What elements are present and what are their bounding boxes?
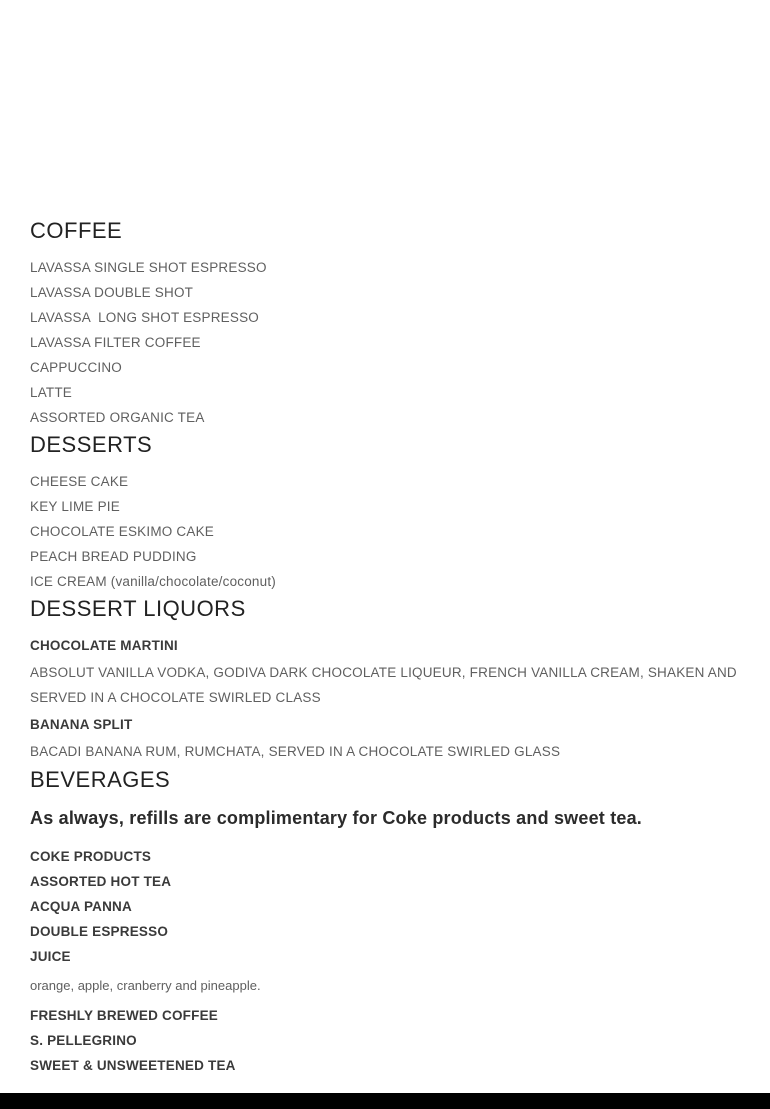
menu-item: LAVASSA FILTER COFFEE [30,335,201,350]
footer-bar [0,1093,770,1109]
menu-item: FRESHLY BREWED COFFEE [30,1008,218,1023]
menu-item: KEY LIME PIE [30,499,120,514]
menu-item: DOUBLE ESPRESSO [30,924,169,939]
section-desserts [30,431,740,594]
entry-description: ABSOLUT VANILLA VODKA, GODIVA DARK CHOCOLATE LIQUEUR, FRENCH VANILLA CREAM, SHAKEN AND SERVED IN A CHOCOLATE SWIRLED CLASS [30,665,737,705]
menu-item: LATTE [30,385,73,400]
menu-item: LAVASSA SINGLE SHOT ESPRESSO [30,260,267,275]
section-coffee [30,217,740,430]
desserts-item-list [30,469,740,594]
juice-description: orange, apple, cranberry and pineapple. [30,978,261,993]
menu-item: CHOCOLATE ESKIMO CAKE [30,524,214,539]
entry-description: BACADI BANANA RUM, RUMCHATA, SERVED IN A CHOCOLATE SWIRLED GLASS [30,744,561,759]
menu-item: SWEET & UNSWEETENED TEA [30,1058,236,1073]
menu-item: S. PELLEGRINO [30,1033,137,1048]
menu-item: CAPPUCCINO [30,360,123,375]
menu-item: ASSORTED ORGANIC TEA [30,410,205,425]
menu-item: CHEESE CAKE [30,474,129,489]
beverages-item-list-after-juice [30,1003,740,1078]
menu-item: COKE PRODUCTS [30,849,152,864]
coffee-section-title: COFFEE [30,218,123,243]
beverages-section-title: BEVERAGES [30,767,171,792]
menu-item: JUICE [30,949,71,964]
dessert-liquors-section-title: DESSERT LIQUORS [30,596,246,621]
desserts-section-title: DESSERTS [30,432,153,457]
dessert-liquor-entry [30,633,740,710]
entry-name: BANANA SPLIT [30,717,133,732]
refills-note: As always, refills are complimentary for Coke products and sweet tea. [30,808,643,828]
menu-item: ASSORTED HOT TEA [30,874,172,889]
menu-item: ACQUA PANNA [30,899,132,914]
entry-name: CHOCOLATE MARTINI [30,638,178,653]
beverages-item-list [30,844,740,969]
menu-item: PEACH BREAD PUDDING [30,549,197,564]
coffee-item-list [30,255,740,430]
menu-item: ICE CREAM (vanilla/chocolate/coconut) [30,574,276,589]
menu-item: LAVASSA LONG SHOT ESPRESSO [30,310,259,325]
section-dessert-liquors [30,595,740,764]
dessert-liquor-entry [30,712,740,764]
section-beverages [30,766,740,1078]
menu-item: LAVASSA DOUBLE SHOT [30,285,194,300]
